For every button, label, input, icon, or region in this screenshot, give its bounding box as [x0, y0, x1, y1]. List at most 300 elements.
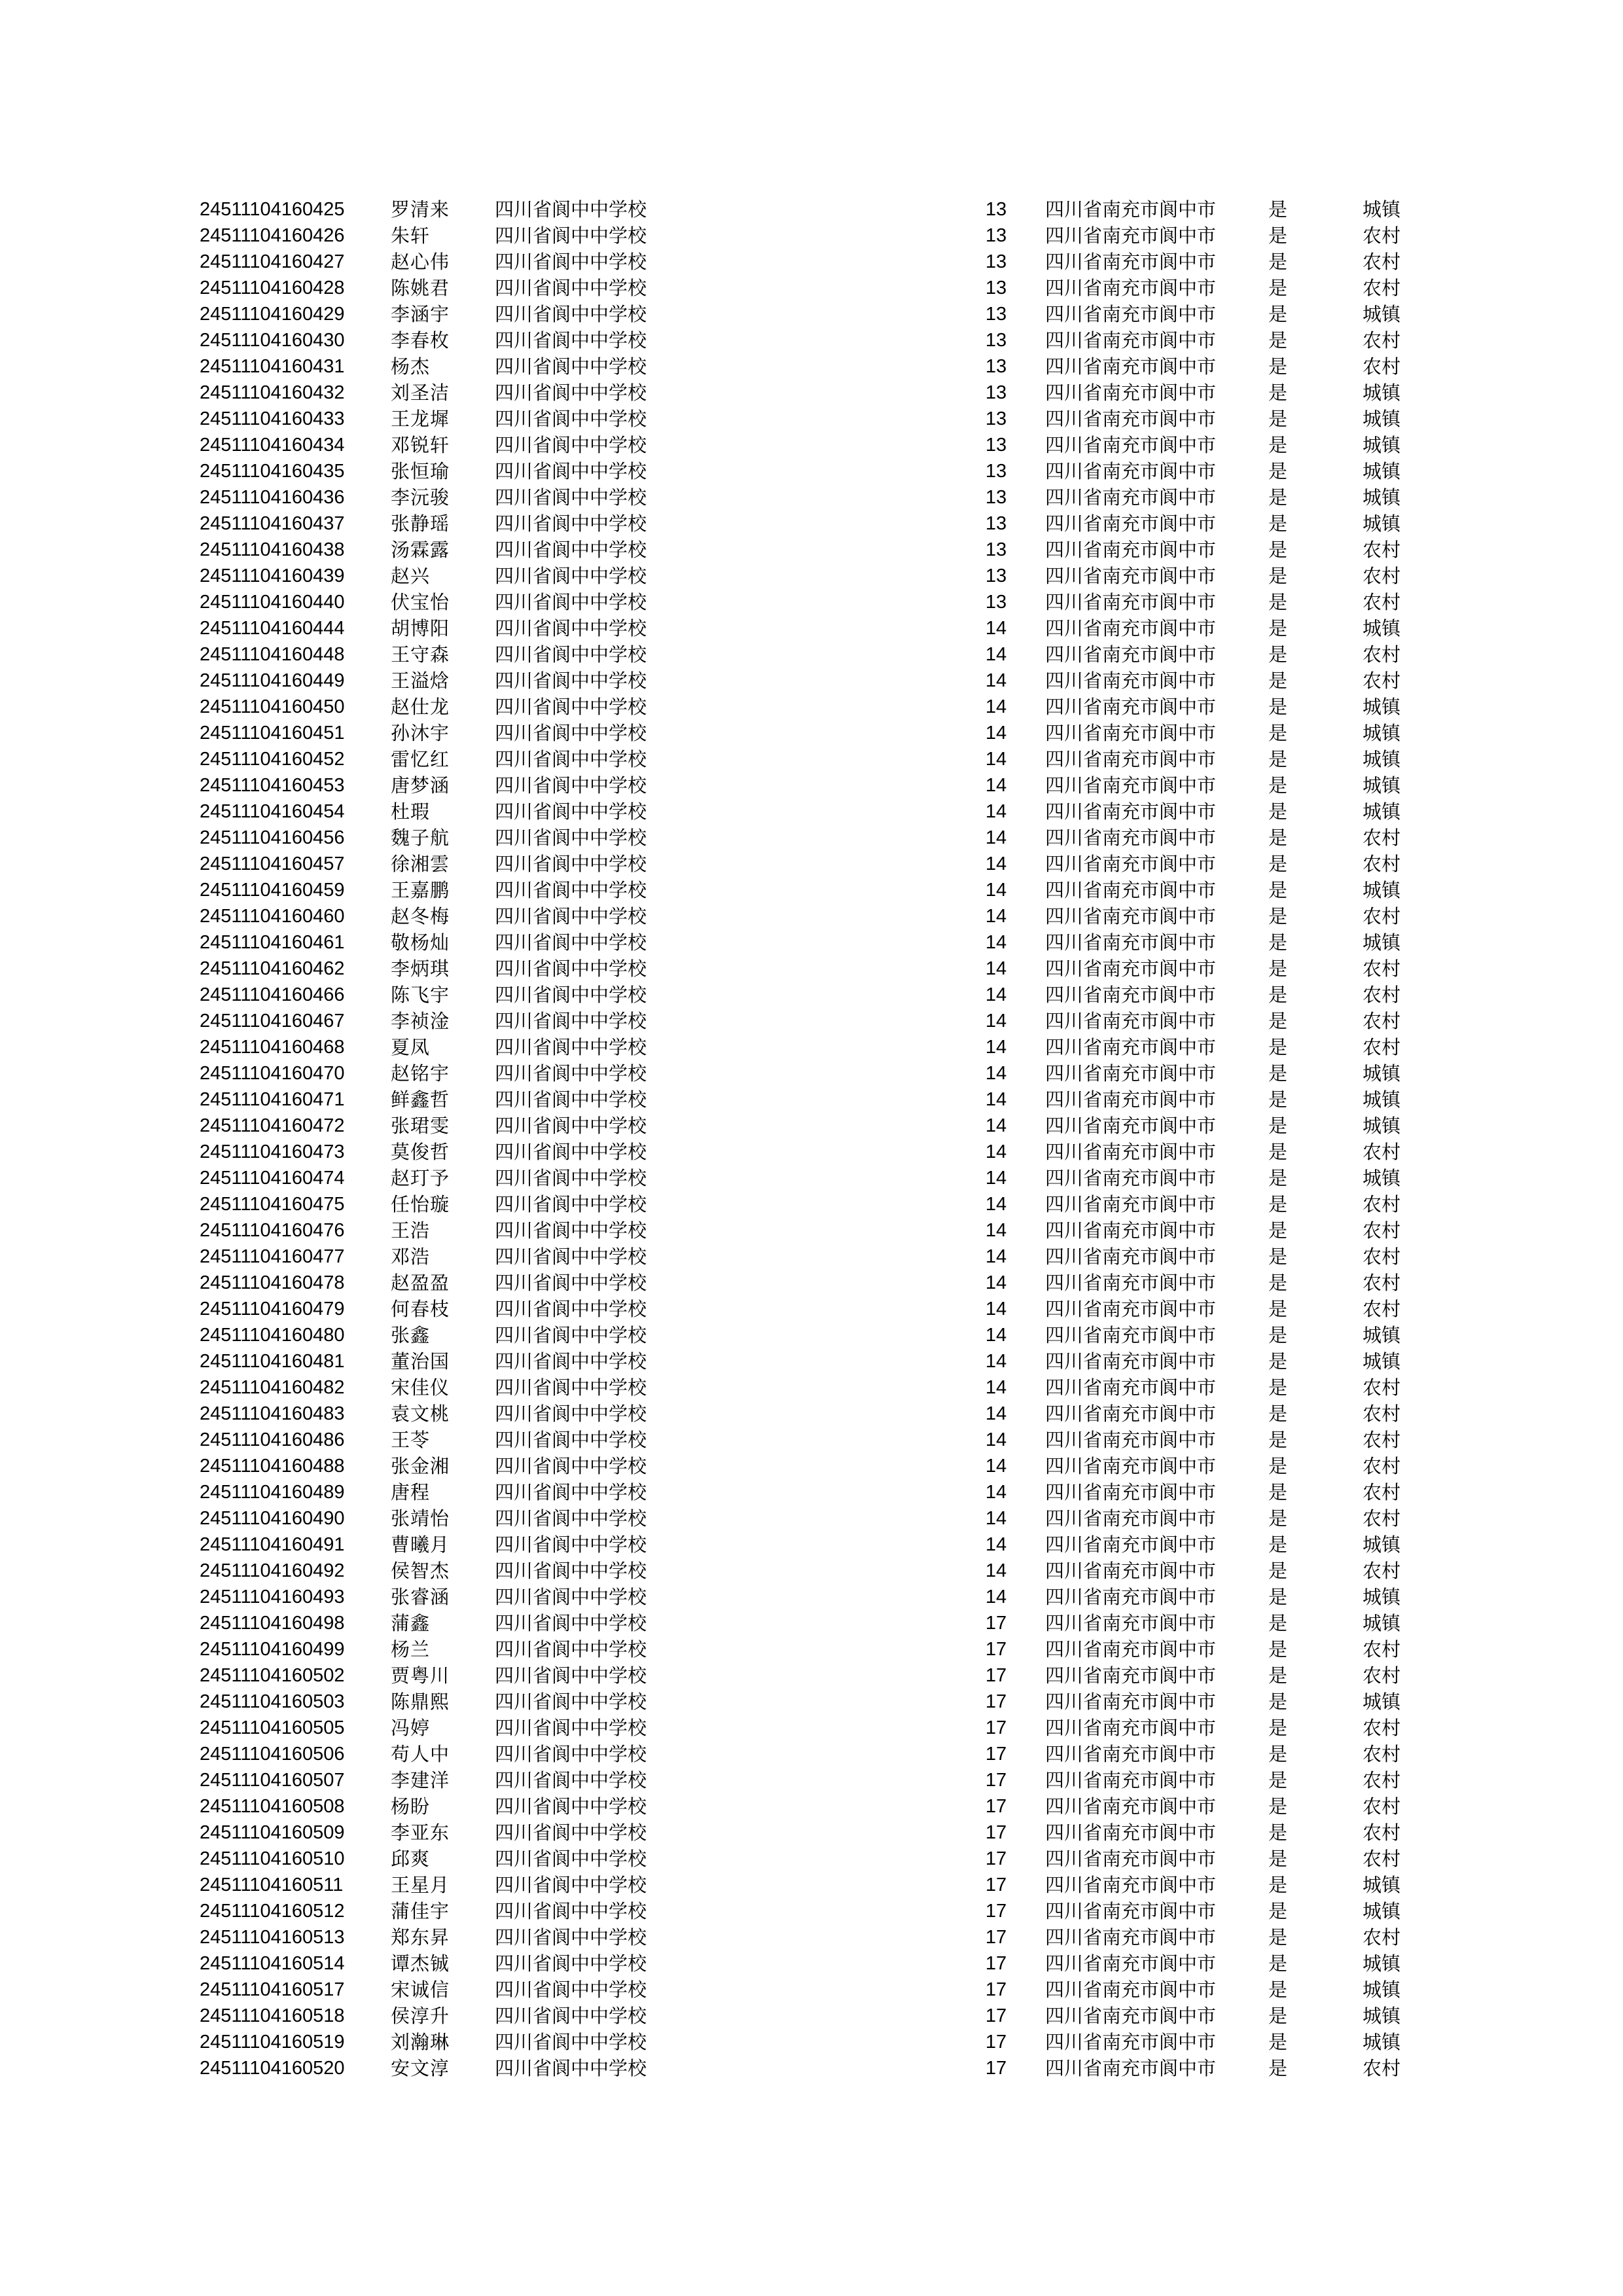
table-row [0, 1008, 1623, 1034]
cell-exam-number: 24511104160425 [200, 199, 345, 220]
cell-exam-number: 24511104160490 [200, 1508, 345, 1529]
cell-area-type: 农村 [1363, 329, 1401, 351]
cell-student-name: 赵盈盈 [391, 1272, 450, 1294]
cell-student-name: 赵仕龙 [391, 696, 450, 718]
cell-exam-number: 24511104160488 [200, 1456, 345, 1477]
table-row [0, 1767, 1623, 1793]
cell-school: 四川省阆中中学校 [495, 1376, 647, 1399]
cell-exam-number: 24511104160499 [200, 1639, 345, 1660]
cell-flag: 是 [1268, 512, 1288, 535]
cell-number: 14 [985, 801, 1007, 822]
cell-number: 14 [985, 1377, 1007, 1398]
cell-address: 四川省南充市阆中市 [1045, 1534, 1217, 1556]
table-row [0, 851, 1623, 877]
cell-address: 四川省南充市阆中市 [1045, 1638, 1217, 1660]
cell-number: 14 [985, 1456, 1007, 1477]
cell-area-type: 农村 [1363, 1272, 1401, 1294]
table-row [0, 1924, 1623, 1950]
cell-area-type: 农村 [1363, 853, 1401, 875]
cell-school: 四川省阆中中学校 [495, 748, 647, 770]
cell-address: 四川省南充市阆中市 [1045, 277, 1217, 299]
cell-school: 四川省阆中中学校 [495, 1821, 647, 1844]
cell-flag: 是 [1268, 1952, 1288, 1975]
cell-area-type: 城镇 [1363, 198, 1401, 221]
cell-number: 13 [985, 513, 1007, 534]
cell-area-type: 城镇 [1363, 1691, 1401, 1713]
cell-number: 14 [985, 1325, 1007, 1346]
cell-area-type: 城镇 [1363, 1088, 1401, 1111]
cell-area-type: 农村 [1363, 1638, 1401, 1660]
cell-area-type: 农村 [1363, 1403, 1401, 1425]
cell-exam-number: 24511104160483 [200, 1403, 345, 1424]
cell-area-type: 城镇 [1363, 512, 1401, 535]
cell-flag: 是 [1268, 1534, 1288, 1556]
cell-address: 四川省南充市阆中市 [1045, 1219, 1217, 1242]
cell-number: 14 [985, 696, 1007, 717]
cell-flag: 是 [1268, 2031, 1288, 2053]
cell-flag: 是 [1268, 1769, 1288, 1791]
cell-area-type: 农村 [1363, 1010, 1401, 1032]
cell-student-name: 张恒瑜 [391, 460, 450, 482]
cell-exam-number: 24511104160440 [200, 592, 345, 613]
cell-school: 四川省阆中中学校 [495, 1926, 647, 1948]
cell-flag: 是 [1268, 617, 1288, 639]
cell-school: 四川省阆中中学校 [495, 1272, 647, 1294]
cell-flag: 是 [1268, 827, 1288, 849]
cell-student-name: 赵冬梅 [391, 905, 450, 927]
cell-number: 13 [985, 199, 1007, 220]
cell-number: 13 [985, 225, 1007, 246]
table-row [0, 458, 1623, 484]
cell-area-type: 城镇 [1363, 460, 1401, 482]
cell-exam-number: 24511104160439 [200, 565, 345, 586]
cell-flag: 是 [1268, 1141, 1288, 1163]
cell-student-name: 李建洋 [391, 1769, 450, 1791]
cell-address: 四川省南充市阆中市 [1045, 2057, 1217, 2079]
cell-number: 13 [985, 592, 1007, 613]
cell-area-type: 农村 [1363, 1376, 1401, 1399]
cell-exam-number: 24511104160431 [200, 356, 345, 377]
cell-address: 四川省南充市阆中市 [1045, 1900, 1217, 1922]
cell-exam-number: 24511104160457 [200, 853, 345, 874]
cell-address: 四川省南充市阆中市 [1045, 591, 1217, 613]
cell-area-type: 农村 [1363, 355, 1401, 378]
cell-number: 17 [985, 1744, 1007, 1765]
cell-student-name: 鲜鑫哲 [391, 1088, 450, 1111]
cell-exam-number: 24511104160478 [200, 1272, 345, 1293]
cell-number: 17 [985, 1979, 1007, 2000]
table-row [0, 798, 1623, 825]
cell-school: 四川省阆中中学校 [495, 539, 647, 561]
cell-student-name: 李春枚 [391, 329, 450, 351]
cell-area-type: 城镇 [1363, 696, 1401, 718]
cell-address: 四川省南充市阆中市 [1045, 1717, 1217, 1739]
cell-area-type: 农村 [1363, 958, 1401, 980]
cell-number: 14 [985, 1560, 1007, 1581]
table-row [0, 1532, 1623, 1558]
cell-exam-number: 24511104160506 [200, 1744, 345, 1765]
table-row [0, 2003, 1623, 2029]
table-row [0, 1165, 1623, 1191]
table-row [0, 1950, 1623, 1977]
cell-flag: 是 [1268, 958, 1288, 980]
table-row [0, 301, 1623, 327]
table-row [0, 196, 1623, 223]
cell-address: 四川省南充市阆中市 [1045, 1246, 1217, 1268]
cell-area-type: 城镇 [1363, 1612, 1401, 1634]
cell-exam-number: 24511104160476 [200, 1220, 345, 1241]
cell-school: 四川省阆中中学校 [495, 1848, 647, 1870]
cell-area-type: 农村 [1363, 2057, 1401, 2079]
cell-area-type: 城镇 [1363, 1324, 1401, 1346]
cell-student-name: 安文淳 [391, 2057, 450, 2079]
cell-school: 四川省阆中中学校 [495, 1586, 647, 1608]
cell-address: 四川省南充市阆中市 [1045, 303, 1217, 325]
cell-number: 17 [985, 2032, 1007, 2053]
cell-student-name: 唐程 [391, 1481, 431, 1503]
cell-exam-number: 24511104160502 [200, 1665, 345, 1686]
cell-address: 四川省南充市阆中市 [1045, 958, 1217, 980]
cell-exam-number: 24511104160433 [200, 408, 345, 429]
cell-address: 四川省南充市阆中市 [1045, 1507, 1217, 1530]
cell-flag: 是 [1268, 1455, 1288, 1477]
cell-area-type: 农村 [1363, 1717, 1401, 1739]
cell-flag: 是 [1268, 879, 1288, 901]
cell-flag: 是 [1268, 696, 1288, 718]
cell-exam-number: 24511104160493 [200, 1587, 345, 1607]
cell-area-type: 城镇 [1363, 382, 1401, 404]
cell-address: 四川省南充市阆中市 [1045, 1769, 1217, 1791]
cell-school: 四川省阆中中学校 [495, 1638, 647, 1660]
cell-exam-number: 24511104160486 [200, 1429, 345, 1450]
cell-area-type: 农村 [1363, 1036, 1401, 1058]
table-row [0, 1820, 1623, 1846]
cell-area-type: 农村 [1363, 827, 1401, 849]
cell-exam-number: 24511104160480 [200, 1325, 345, 1346]
cell-number: 14 [985, 1587, 1007, 1607]
cell-exam-number: 24511104160448 [200, 644, 345, 665]
cell-student-name: 赵心伟 [391, 251, 450, 273]
cell-student-name: 刘圣洁 [391, 382, 450, 404]
cell-exam-number: 24511104160508 [200, 1796, 345, 1817]
cell-area-type: 农村 [1363, 591, 1401, 613]
cell-flag: 是 [1268, 1795, 1288, 1818]
cell-area-type: 城镇 [1363, 1350, 1401, 1372]
cell-school: 四川省阆中中学校 [495, 408, 647, 430]
cell-number: 14 [985, 1194, 1007, 1215]
cell-address: 四川省南充市阆中市 [1045, 224, 1217, 247]
cell-number: 14 [985, 958, 1007, 979]
table-row [0, 746, 1623, 772]
table-row [0, 720, 1623, 746]
table-row [0, 1741, 1623, 1767]
cell-flag: 是 [1268, 1036, 1288, 1058]
cell-student-name: 夏凤 [391, 1036, 431, 1058]
cell-exam-number: 24511104160481 [200, 1351, 345, 1372]
cell-address: 四川省南充市阆中市 [1045, 1036, 1217, 1058]
cell-student-name: 王浩 [391, 1219, 431, 1242]
cell-address: 四川省南充市阆中市 [1045, 1664, 1217, 1687]
cell-exam-number: 24511104160437 [200, 513, 345, 534]
cell-number: 17 [985, 2005, 1007, 2026]
cell-exam-number: 24511104160459 [200, 880, 345, 901]
cell-exam-number: 24511104160432 [200, 382, 345, 403]
cell-school: 四川省阆中中学校 [495, 1874, 647, 1896]
cell-number: 14 [985, 644, 1007, 665]
cell-number: 14 [985, 853, 1007, 874]
cell-address: 四川省南充市阆中市 [1045, 1979, 1217, 2001]
cell-student-name: 张静瑶 [391, 512, 450, 535]
cell-school: 四川省阆中中学校 [495, 958, 647, 980]
cell-flag: 是 [1268, 643, 1288, 666]
cell-school: 四川省阆中中学校 [495, 565, 647, 587]
cell-school: 四川省阆中中学校 [495, 1193, 647, 1215]
cell-number: 14 [985, 1115, 1007, 1136]
cell-flag: 是 [1268, 984, 1288, 1006]
cell-student-name: 宋诚信 [391, 1979, 450, 2001]
cell-exam-number: 24511104160468 [200, 1037, 345, 1058]
cell-area-type: 城镇 [1363, 774, 1401, 797]
cell-number: 13 [985, 251, 1007, 272]
cell-number: 14 [985, 670, 1007, 691]
cell-student-name: 杨兰 [391, 1638, 431, 1660]
cell-area-type: 农村 [1363, 1821, 1401, 1844]
cell-flag: 是 [1268, 224, 1288, 247]
cell-student-name: 罗清来 [391, 198, 450, 221]
cell-flag: 是 [1268, 2057, 1288, 2079]
cell-school: 四川省阆中中学校 [495, 1324, 647, 1346]
cell-flag: 是 [1268, 853, 1288, 875]
cell-number: 14 [985, 1168, 1007, 1189]
cell-number: 17 [985, 1639, 1007, 1660]
table-row [0, 1898, 1623, 1924]
cell-flag: 是 [1268, 1298, 1288, 1320]
cell-address: 四川省南充市阆中市 [1045, 670, 1217, 692]
cell-address: 四川省南充市阆中市 [1045, 696, 1217, 718]
cell-student-name: 冯婷 [391, 1717, 431, 1739]
cell-number: 13 [985, 304, 1007, 325]
cell-number: 14 [985, 1089, 1007, 1110]
cell-exam-number: 24511104160513 [200, 1927, 345, 1948]
cell-school: 四川省阆中中学校 [495, 1010, 647, 1032]
cell-area-type: 农村 [1363, 1560, 1401, 1582]
cell-flag: 是 [1268, 303, 1288, 325]
cell-flag: 是 [1268, 722, 1288, 744]
cell-exam-number: 24511104160477 [200, 1246, 345, 1267]
cell-school: 四川省阆中中学校 [495, 2057, 647, 2079]
table-row [0, 2055, 1623, 2081]
cell-area-type: 城镇 [1363, 1900, 1401, 1922]
cell-area-type: 农村 [1363, 670, 1401, 692]
cell-flag: 是 [1268, 1350, 1288, 1372]
cell-exam-number: 24511104160456 [200, 827, 345, 848]
cell-exam-number: 24511104160492 [200, 1560, 345, 1581]
cell-flag: 是 [1268, 355, 1288, 378]
cell-flag: 是 [1268, 1324, 1288, 1346]
cell-exam-number: 24511104160438 [200, 539, 345, 560]
table-row [0, 668, 1623, 694]
cell-student-name: 邱爽 [391, 1848, 431, 1870]
cell-student-name: 李祯淦 [391, 1010, 450, 1032]
cell-school: 四川省阆中中学校 [495, 1769, 647, 1791]
table-row [0, 1322, 1623, 1348]
cell-flag: 是 [1268, 1743, 1288, 1765]
cell-student-name: 张鑫 [391, 1324, 431, 1346]
cell-address: 四川省南充市阆中市 [1045, 879, 1217, 901]
table-row [0, 1453, 1623, 1479]
cell-address: 四川省南充市阆中市 [1045, 460, 1217, 482]
cell-address: 四川省南充市阆中市 [1045, 853, 1217, 875]
cell-number: 14 [985, 1299, 1007, 1319]
cell-address: 四川省南充市阆中市 [1045, 1167, 1217, 1189]
table-row [0, 772, 1623, 798]
cell-area-type: 农村 [1363, 905, 1401, 927]
cell-area-type: 城镇 [1363, 1167, 1401, 1189]
cell-school: 四川省阆中中学校 [495, 1612, 647, 1634]
cell-number: 14 [985, 1037, 1007, 1058]
cell-student-name: 朱轩 [391, 224, 431, 247]
cell-school: 四川省阆中中学校 [495, 1115, 647, 1137]
cell-school: 四川省阆中中学校 [495, 1298, 647, 1320]
cell-flag: 是 [1268, 1088, 1288, 1111]
cell-area-type: 农村 [1363, 565, 1401, 587]
cell-student-name: 蒲佳宇 [391, 1900, 450, 1922]
cell-number: 17 [985, 1901, 1007, 1922]
table-row [0, 1217, 1623, 1244]
cell-exam-number: 24511104160498 [200, 1613, 345, 1634]
table-row [0, 563, 1623, 589]
table-row [0, 1977, 1623, 2003]
cell-address: 四川省南充市阆中市 [1045, 800, 1217, 823]
cell-number: 17 [985, 1927, 1007, 1948]
cell-area-type: 农村 [1363, 984, 1401, 1006]
cell-exam-number: 24511104160507 [200, 1770, 345, 1791]
cell-flag: 是 [1268, 1586, 1288, 1608]
cell-address: 四川省南充市阆中市 [1045, 539, 1217, 561]
cell-student-name: 郑东昇 [391, 1926, 450, 1948]
cell-flag: 是 [1268, 1507, 1288, 1530]
cell-student-name: 敬杨灿 [391, 931, 450, 954]
cell-school: 四川省阆中中学校 [495, 486, 647, 509]
cell-student-name: 蒲鑫 [391, 1612, 431, 1634]
table-row [0, 1872, 1623, 1898]
cell-address: 四川省南充市阆中市 [1045, 355, 1217, 378]
cell-school: 四川省阆中中学校 [495, 1507, 647, 1530]
cell-area-type: 农村 [1363, 643, 1401, 666]
cell-area-type: 城镇 [1363, 2005, 1401, 2027]
table-row [0, 1715, 1623, 1741]
cell-student-name: 董治国 [391, 1350, 450, 1372]
cell-area-type: 城镇 [1363, 1534, 1401, 1556]
cell-school: 四川省阆中中学校 [495, 853, 647, 875]
cell-flag: 是 [1268, 748, 1288, 770]
cell-flag: 是 [1268, 931, 1288, 954]
cell-flag: 是 [1268, 1376, 1288, 1399]
cell-student-name: 袁文桃 [391, 1403, 450, 1425]
cell-flag: 是 [1268, 1560, 1288, 1582]
cell-student-name: 魏子航 [391, 827, 450, 849]
cell-number: 14 [985, 1403, 1007, 1424]
table-row [0, 1060, 1623, 1086]
cell-address: 四川省南充市阆中市 [1045, 1612, 1217, 1634]
cell-exam-number: 24511104160491 [200, 1534, 345, 1555]
cell-student-name: 赵玎予 [391, 1167, 450, 1189]
cell-school: 四川省阆中中学校 [495, 1743, 647, 1765]
cell-address: 四川省南充市阆中市 [1045, 512, 1217, 535]
cell-flag: 是 [1268, 1429, 1288, 1451]
cell-number: 17 [985, 1691, 1007, 1712]
cell-student-name: 孙沐宇 [391, 722, 450, 744]
cell-area-type: 城镇 [1363, 800, 1401, 823]
cell-student-name: 谭杰铖 [391, 1952, 450, 1975]
cell-school: 四川省阆中中学校 [495, 1691, 647, 1713]
cell-area-type: 城镇 [1363, 408, 1401, 430]
cell-flag: 是 [1268, 2005, 1288, 2027]
cell-school: 四川省阆中中学校 [495, 1219, 647, 1242]
cell-school: 四川省阆中中学校 [495, 434, 647, 456]
cell-school: 四川省阆中中学校 [495, 2031, 647, 2053]
cell-school: 四川省阆中中学校 [495, 1952, 647, 1975]
cell-address: 四川省南充市阆中市 [1045, 1743, 1217, 1765]
cell-number: 13 [985, 539, 1007, 560]
cell-area-type: 城镇 [1363, 1952, 1401, 1975]
cell-exam-number: 24511104160474 [200, 1168, 345, 1189]
cell-number: 13 [985, 435, 1007, 456]
cell-exam-number: 24511104160428 [200, 278, 345, 298]
cell-flag: 是 [1268, 1664, 1288, 1687]
cell-school: 四川省阆中中学校 [495, 1717, 647, 1739]
cell-student-name: 何春枝 [391, 1298, 450, 1320]
cell-number: 17 [985, 1770, 1007, 1791]
cell-exam-number: 24511104160436 [200, 487, 345, 508]
cell-student-name: 李亚东 [391, 1821, 450, 1844]
cell-address: 四川省南充市阆中市 [1045, 1795, 1217, 1818]
cell-exam-number: 24511104160518 [200, 2005, 345, 2026]
table-row [0, 1113, 1623, 1139]
cell-number: 14 [985, 749, 1007, 770]
cell-flag: 是 [1268, 1062, 1288, 1085]
table-row [0, 484, 1623, 511]
cell-school: 四川省阆中中学校 [495, 251, 647, 273]
cell-number: 17 [985, 1665, 1007, 1686]
cell-address: 四川省南充市阆中市 [1045, 984, 1217, 1006]
cell-student-name: 张靖怡 [391, 1507, 450, 1530]
cell-number: 13 [985, 408, 1007, 429]
cell-area-type: 农村 [1363, 1848, 1401, 1870]
cell-student-name: 胡博阳 [391, 617, 450, 639]
cell-area-type: 农村 [1363, 1769, 1401, 1791]
cell-number: 14 [985, 618, 1007, 639]
cell-area-type: 农村 [1363, 1795, 1401, 1818]
table-row [0, 2029, 1623, 2055]
cell-exam-number: 24511104160461 [200, 932, 345, 953]
cell-address: 四川省南充市阆中市 [1045, 1560, 1217, 1582]
cell-flag: 是 [1268, 251, 1288, 273]
cell-school: 四川省阆中中学校 [495, 1141, 647, 1163]
cell-area-type: 农村 [1363, 1743, 1401, 1765]
cell-student-name: 任怡璇 [391, 1193, 450, 1215]
cell-area-type: 农村 [1363, 1664, 1401, 1687]
cell-address: 四川省南充市阆中市 [1045, 1141, 1217, 1163]
cell-number: 14 [985, 723, 1007, 744]
table-row [0, 353, 1623, 380]
cell-area-type: 农村 [1363, 1455, 1401, 1477]
cell-flag: 是 [1268, 1926, 1288, 1948]
cell-address: 四川省南充市阆中市 [1045, 1926, 1217, 1948]
cell-address: 四川省南充市阆中市 [1045, 329, 1217, 351]
cell-flag: 是 [1268, 539, 1288, 561]
cell-school: 四川省阆中中学校 [495, 879, 647, 901]
